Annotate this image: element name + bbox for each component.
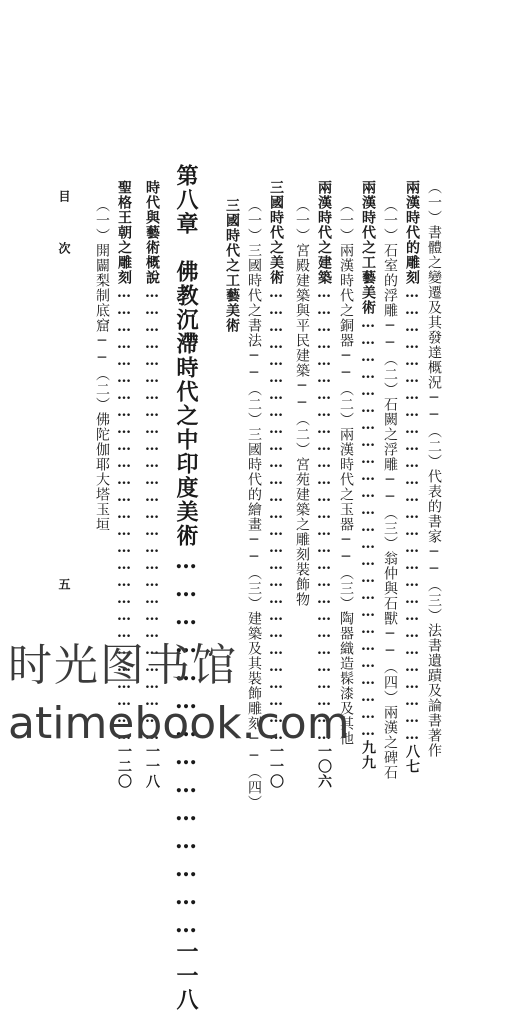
toc-subitems-han-architecture: （一）宮殿建築與平民建築──（二）宮苑建築之雕刻裝飾物 xyxy=(294,198,310,607)
watermark-cn: 时光图书馆 xyxy=(8,640,238,691)
toc-section-han-architecture: 兩漢時代之建築………………………………………………………………………一〇六 xyxy=(316,180,332,789)
toc-subitem-three-kingdoms-crafts: 三國時代之工藝美術 xyxy=(224,198,240,333)
page-number: 五 xyxy=(57,578,71,590)
toc-section-sunga-sculpture: 聖格王朝之雕刻………………………………………………………………………一二〇 xyxy=(116,180,132,789)
toc-chapter-8-title: 第八章 佛教沉滯時代之中印度美術……………………………………一一八 xyxy=(173,164,199,1012)
toc-section-era-overview: 時代與藝術概說………………………………………………………………………一一八 xyxy=(144,180,160,789)
toc-subitems-three-kingdoms: （一）三國時代之書法──（二）三國時代的繪畫──（三）建築及其裝飾雕刻──（四） xyxy=(246,198,262,810)
toc-section-han-crafts: 兩漢時代之工藝美術…………………………………………………………………九九 xyxy=(360,180,376,770)
toc-header-label: 目 次 xyxy=(57,190,71,268)
toc-section-three-kingdoms-art: 三國時代之美術………………………………………………………………………一一〇 xyxy=(268,180,284,789)
toc-subitems-han-sculpture: （一）石室的浮雕──（二）石闕之浮雕──（三）翁仲與石獸──（四）兩漢之碑石 xyxy=(382,198,398,780)
watermark-en: atimebook.com xyxy=(8,698,350,749)
watermark xyxy=(8,636,513,752)
toc-subitems-han-crafts: （一）兩漢時代之銅器──（二）兩漢時代之玉器──（三）陶器織造髹漆及其他 xyxy=(338,198,354,746)
toc-subitems-calligraphy: （一）書體之變遷及其發達概況──（二）代表的書家──（三）法書遺蹟及論書著作 xyxy=(426,180,442,758)
toc-subitems-sunga-sculpture: （一）開闢梨制底窟──（二）佛陀伽耶大塔玉垣 xyxy=(94,198,110,532)
toc-section-han-sculpture: 兩漢時代的雕刻………………………………………………………………………八七 xyxy=(404,180,420,774)
